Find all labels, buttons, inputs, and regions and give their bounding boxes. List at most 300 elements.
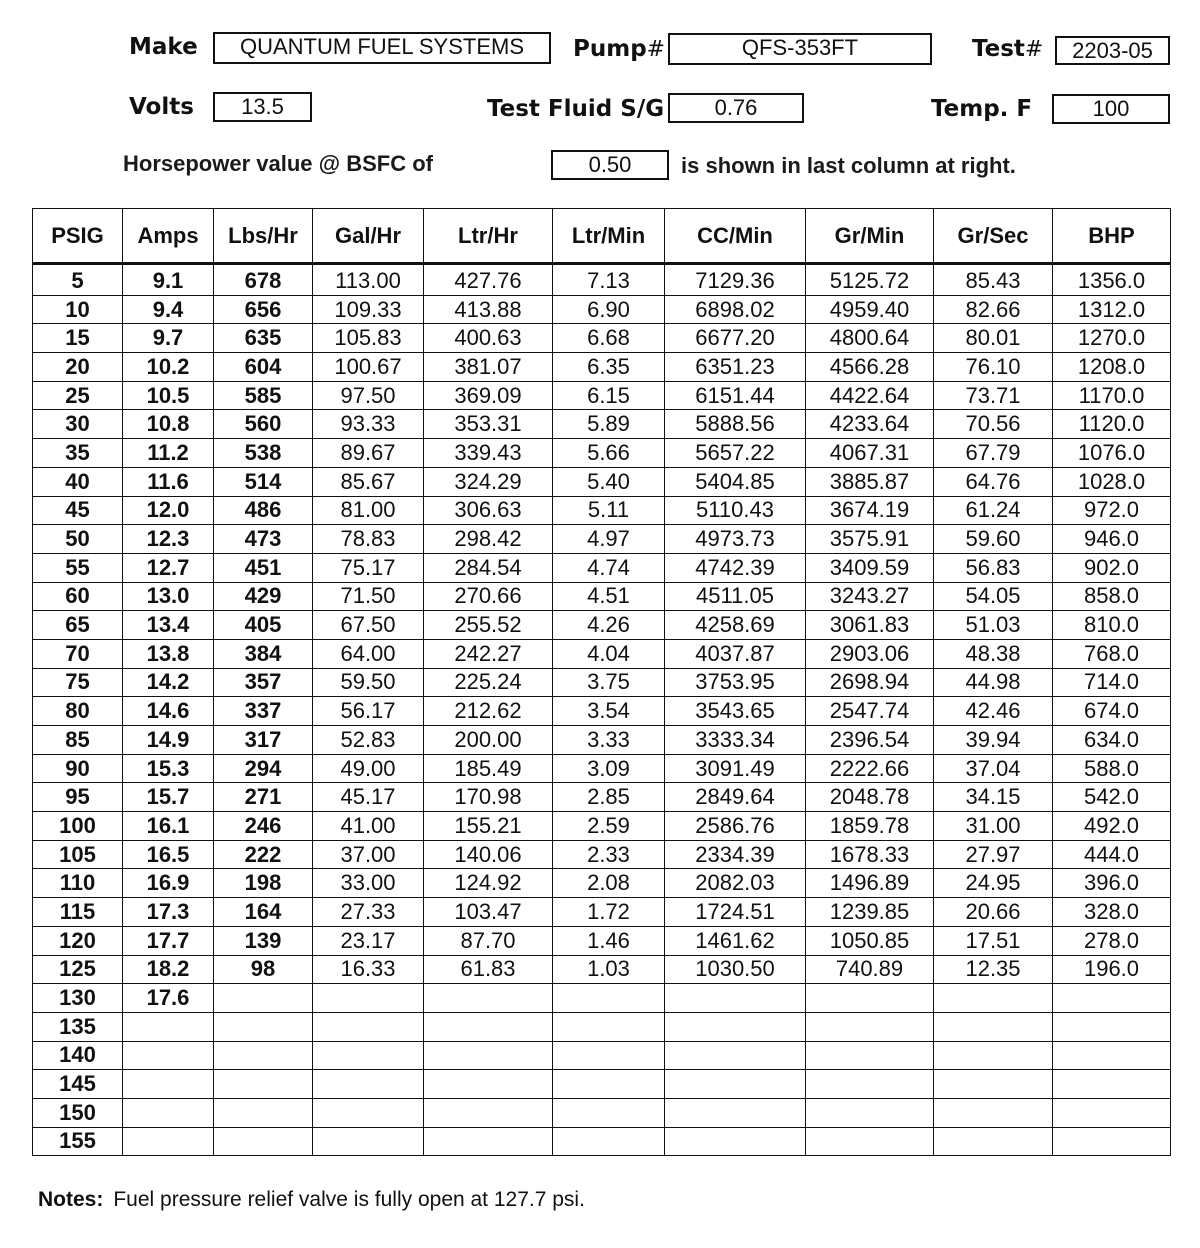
cell-ltr-hr: 61.83	[424, 955, 553, 984]
cell-gr-sec: 59.60	[934, 525, 1053, 554]
cell-gal-hr: 89.67	[313, 439, 424, 468]
column-header-lbs-hr: Lbs/Hr	[214, 209, 313, 264]
cell-bhp: 278.0	[1053, 926, 1171, 955]
cell-cc-min: 6151.44	[665, 381, 806, 410]
cell-psig: 105	[33, 840, 123, 869]
cell-bhp: 196.0	[1053, 955, 1171, 984]
cell-psig: 80	[33, 697, 123, 726]
cell-cc-min: 5657.22	[665, 439, 806, 468]
cell-gal-hr: 105.83	[313, 324, 424, 353]
cell-bhp: 1076.0	[1053, 439, 1171, 468]
cell-cc-min: 3333.34	[665, 726, 806, 755]
cell-gal-hr: 113.00	[313, 264, 424, 296]
cell-gr-min: 5125.72	[806, 264, 934, 296]
cell-cc-min: 4973.73	[665, 525, 806, 554]
cell-ltr-hr: 413.88	[424, 295, 553, 324]
cell-cc-min: 3091.49	[665, 754, 806, 783]
cell-gr-min: 4959.40	[806, 295, 934, 324]
table-row	[33, 984, 1171, 1013]
table-row	[33, 1098, 1171, 1127]
cell-psig: 110	[33, 869, 123, 898]
cell-psig: 40	[33, 467, 123, 496]
cell-psig: 30	[33, 410, 123, 439]
cell-gr-sec	[934, 1012, 1053, 1041]
pump-value-field: QFS-353FT	[668, 33, 932, 65]
cell-gr-min: 3061.83	[806, 611, 934, 640]
cell-gal-hr: 100.67	[313, 353, 424, 382]
fuel-flow-table	[32, 208, 1171, 1156]
pump-label-text: Pump	[573, 36, 647, 62]
cell-cc-min: 2334.39	[665, 840, 806, 869]
bsfc-value-field: 0.50	[551, 150, 669, 180]
cell-cc-min: 2082.03	[665, 869, 806, 898]
cell-ltr-min: 6.35	[553, 353, 665, 382]
cell-gal-hr	[313, 1041, 424, 1070]
cell-lbs-hr: 656	[214, 295, 313, 324]
cell-lbs-hr: 678	[214, 264, 313, 296]
cell-cc-min	[665, 1070, 806, 1099]
cell-bhp: 1170.0	[1053, 381, 1171, 410]
cell-ltr-min: 4.51	[553, 582, 665, 611]
cell-ltr-min: 3.54	[553, 697, 665, 726]
cell-gal-hr: 23.17	[313, 926, 424, 955]
cell-ltr-min: 2.59	[553, 812, 665, 841]
cell-gr-min: 3409.59	[806, 553, 934, 582]
fluid-sg-label: Test Fluid S/G	[487, 96, 665, 122]
cell-gr-sec: 48.38	[934, 639, 1053, 668]
cell-ltr-hr: 381.07	[424, 353, 553, 382]
table-row	[33, 496, 1171, 525]
cell-gr-min: 4800.64	[806, 324, 934, 353]
cell-ltr-min: 3.75	[553, 668, 665, 697]
cell-lbs-hr: 635	[214, 324, 313, 353]
cell-psig: 145	[33, 1070, 123, 1099]
cell-ltr-hr: 212.62	[424, 697, 553, 726]
cell-ltr-hr: 225.24	[424, 668, 553, 697]
cell-gr-sec: 12.35	[934, 955, 1053, 984]
cell-amps: 17.7	[123, 926, 214, 955]
cell-gr-sec: 67.79	[934, 439, 1053, 468]
cell-ltr-min: 5.40	[553, 467, 665, 496]
cell-psig: 25	[33, 381, 123, 410]
cell-gal-hr: 56.17	[313, 697, 424, 726]
cell-gr-min: 2698.94	[806, 668, 934, 697]
cell-gr-sec: 82.66	[934, 295, 1053, 324]
cell-gal-hr: 75.17	[313, 553, 424, 582]
cell-ltr-hr: 306.63	[424, 496, 553, 525]
cell-psig: 95	[33, 783, 123, 812]
notes-text: Fuel pressure relief valve is fully open at 127.7 psi.	[113, 1188, 585, 1211]
cell-cc-min: 7129.36	[665, 264, 806, 296]
cell-psig: 60	[33, 582, 123, 611]
cell-gr-min: 3243.27	[806, 582, 934, 611]
cell-psig: 20	[33, 353, 123, 382]
cell-cc-min: 6677.20	[665, 324, 806, 353]
fluid-sg-value-field: 0.76	[668, 93, 804, 123]
cell-gr-min: 3674.19	[806, 496, 934, 525]
cell-gal-hr: 49.00	[313, 754, 424, 783]
cell-gr-sec: 34.15	[934, 783, 1053, 812]
cell-lbs-hr	[214, 1070, 313, 1099]
cell-bhp: 1208.0	[1053, 353, 1171, 382]
cell-ltr-hr: 284.54	[424, 553, 553, 582]
cell-gr-min: 1239.85	[806, 898, 934, 927]
cell-amps: 15.3	[123, 754, 214, 783]
table-row	[33, 410, 1171, 439]
cell-gr-sec: 51.03	[934, 611, 1053, 640]
cell-bhp: 972.0	[1053, 496, 1171, 525]
cell-cc-min: 4258.69	[665, 611, 806, 640]
cell-amps	[123, 1127, 214, 1156]
cell-bhp: 810.0	[1053, 611, 1171, 640]
cell-amps	[123, 1098, 214, 1127]
cell-gr-min	[806, 1098, 934, 1127]
cell-gr-min: 1496.89	[806, 869, 934, 898]
cell-gal-hr: 16.33	[313, 955, 424, 984]
cell-bhp: 1270.0	[1053, 324, 1171, 353]
table-row	[33, 697, 1171, 726]
cell-ltr-min: 3.09	[553, 754, 665, 783]
cell-psig: 100	[33, 812, 123, 841]
cell-amps	[123, 1012, 214, 1041]
cell-ltr-min: 5.66	[553, 439, 665, 468]
cell-ltr-hr: 155.21	[424, 812, 553, 841]
cell-ltr-hr	[424, 1098, 553, 1127]
notes-label: Notes:	[38, 1188, 104, 1211]
cell-ltr-hr: 170.98	[424, 783, 553, 812]
cell-gal-hr	[313, 1127, 424, 1156]
cell-gal-hr: 67.50	[313, 611, 424, 640]
cell-gr-min	[806, 1012, 934, 1041]
volts-label: Volts	[129, 94, 194, 120]
cell-bhp: 674.0	[1053, 697, 1171, 726]
cell-gr-sec: 85.43	[934, 264, 1053, 296]
cell-amps: 9.7	[123, 324, 214, 353]
cell-gal-hr	[313, 1098, 424, 1127]
cell-amps: 9.4	[123, 295, 214, 324]
column-header-amps: Amps	[123, 209, 214, 264]
cell-ltr-hr: 124.92	[424, 869, 553, 898]
cell-psig: 125	[33, 955, 123, 984]
cell-gr-sec: 54.05	[934, 582, 1053, 611]
cell-ltr-min: 1.03	[553, 955, 665, 984]
cell-gal-hr: 85.67	[313, 467, 424, 496]
cell-ltr-hr: 400.63	[424, 324, 553, 353]
cell-gal-hr: 45.17	[313, 783, 424, 812]
cell-gr-sec	[934, 1098, 1053, 1127]
cell-gr-sec: 27.97	[934, 840, 1053, 869]
cell-amps: 17.6	[123, 984, 214, 1013]
cell-gr-sec: 61.24	[934, 496, 1053, 525]
cell-gr-min: 1859.78	[806, 812, 934, 841]
table-row	[33, 1012, 1171, 1041]
cell-bhp: 492.0	[1053, 812, 1171, 841]
cell-amps: 18.2	[123, 955, 214, 984]
cell-gal-hr	[313, 984, 424, 1013]
table-header-row	[33, 209, 1171, 264]
pump-label	[573, 36, 665, 62]
cell-gr-min: 2048.78	[806, 783, 934, 812]
cell-lbs-hr	[214, 1041, 313, 1070]
cell-bhp: 1356.0	[1053, 264, 1171, 296]
cell-lbs-hr: 473	[214, 525, 313, 554]
cell-gal-hr: 78.83	[313, 525, 424, 554]
cell-amps: 11.2	[123, 439, 214, 468]
hp-prefix-text: Horsepower value @ BSFC of	[123, 151, 433, 176]
cell-gr-min: 2222.66	[806, 754, 934, 783]
cell-psig: 15	[33, 324, 123, 353]
cell-amps: 17.3	[123, 898, 214, 927]
cell-ltr-min: 4.97	[553, 525, 665, 554]
cell-gr-min: 4067.31	[806, 439, 934, 468]
cell-psig: 120	[33, 926, 123, 955]
table-row	[33, 840, 1171, 869]
cell-ltr-min: 4.04	[553, 639, 665, 668]
cell-cc-min: 1724.51	[665, 898, 806, 927]
cell-psig: 70	[33, 639, 123, 668]
column-header-gr-sec: Gr/Sec	[934, 209, 1053, 264]
table-row	[33, 324, 1171, 353]
cell-lbs-hr: 486	[214, 496, 313, 525]
cell-psig: 35	[33, 439, 123, 468]
table-row	[33, 869, 1171, 898]
cell-cc-min: 1030.50	[665, 955, 806, 984]
table-row	[33, 467, 1171, 496]
column-header-gr-min: Gr/Min	[806, 209, 934, 264]
cell-lbs-hr	[214, 984, 313, 1013]
cell-gr-min: 3885.87	[806, 467, 934, 496]
cell-psig: 55	[33, 553, 123, 582]
cell-lbs-hr: 451	[214, 553, 313, 582]
cell-psig: 75	[33, 668, 123, 697]
cell-ltr-min	[553, 1012, 665, 1041]
cell-gr-sec: 24.95	[934, 869, 1053, 898]
cell-gr-sec: 31.00	[934, 812, 1053, 841]
cell-lbs-hr	[214, 1127, 313, 1156]
cell-gal-hr: 81.00	[313, 496, 424, 525]
cell-gal-hr: 71.50	[313, 582, 424, 611]
cell-bhp: 444.0	[1053, 840, 1171, 869]
table-row	[33, 812, 1171, 841]
cell-lbs-hr: 294	[214, 754, 313, 783]
cell-psig: 10	[33, 295, 123, 324]
cell-gr-sec: 73.71	[934, 381, 1053, 410]
cell-gal-hr: 33.00	[313, 869, 424, 898]
cell-ltr-hr: 200.00	[424, 726, 553, 755]
cell-ltr-hr: 369.09	[424, 381, 553, 410]
table-row	[33, 553, 1171, 582]
cell-gal-hr: 37.00	[313, 840, 424, 869]
cell-bhp: 946.0	[1053, 525, 1171, 554]
table-row	[33, 898, 1171, 927]
cell-ltr-min: 5.89	[553, 410, 665, 439]
table-row	[33, 639, 1171, 668]
cell-gr-sec: 20.66	[934, 898, 1053, 927]
cell-lbs-hr: 98	[214, 955, 313, 984]
cell-ltr-hr: 103.47	[424, 898, 553, 927]
cell-bhp: 634.0	[1053, 726, 1171, 755]
cell-amps: 12.7	[123, 553, 214, 582]
cell-ltr-hr: 353.31	[424, 410, 553, 439]
cell-psig: 5	[33, 264, 123, 296]
cell-bhp: 714.0	[1053, 668, 1171, 697]
cell-psig: 140	[33, 1041, 123, 1070]
cell-gr-sec: 37.04	[934, 754, 1053, 783]
cell-gr-sec	[934, 984, 1053, 1013]
cell-cc-min: 5110.43	[665, 496, 806, 525]
cell-gr-sec: 64.76	[934, 467, 1053, 496]
cell-ltr-min: 2.33	[553, 840, 665, 869]
cell-psig: 45	[33, 496, 123, 525]
cell-amps: 13.4	[123, 611, 214, 640]
column-header-gal-hr: Gal/Hr	[313, 209, 424, 264]
cell-gr-sec	[934, 1070, 1053, 1099]
volts-value-field: 13.5	[213, 92, 312, 122]
cell-lbs-hr: 384	[214, 639, 313, 668]
cell-ltr-min	[553, 984, 665, 1013]
table-row	[33, 926, 1171, 955]
cell-bhp	[1053, 1098, 1171, 1127]
cell-ltr-min: 6.90	[553, 295, 665, 324]
cell-amps	[123, 1041, 214, 1070]
cell-gr-min: 740.89	[806, 955, 934, 984]
table-row	[33, 582, 1171, 611]
cell-gr-sec: 39.94	[934, 726, 1053, 755]
cell-psig: 155	[33, 1127, 123, 1156]
cell-ltr-hr: 140.06	[424, 840, 553, 869]
cell-gr-sec: 80.01	[934, 324, 1053, 353]
cell-lbs-hr: 560	[214, 410, 313, 439]
cell-lbs-hr: 317	[214, 726, 313, 755]
cell-cc-min: 6351.23	[665, 353, 806, 382]
cell-amps: 10.8	[123, 410, 214, 439]
column-header-bhp: BHP	[1053, 209, 1171, 264]
cell-ltr-min: 4.74	[553, 553, 665, 582]
cell-gr-sec: 17.51	[934, 926, 1053, 955]
cell-ltr-min: 2.08	[553, 869, 665, 898]
cell-ltr-hr: 242.27	[424, 639, 553, 668]
cell-ltr-min: 2.85	[553, 783, 665, 812]
cell-amps: 11.6	[123, 467, 214, 496]
cell-bhp: 902.0	[1053, 553, 1171, 582]
cell-cc-min: 6898.02	[665, 295, 806, 324]
cell-gr-sec: 44.98	[934, 668, 1053, 697]
cell-gr-min	[806, 984, 934, 1013]
hp-suffix-text: is shown in last column at right.	[681, 153, 1016, 178]
cell-ltr-hr: 427.76	[424, 264, 553, 296]
table-row	[33, 754, 1171, 783]
cell-amps: 10.2	[123, 353, 214, 382]
cell-gr-min: 4233.64	[806, 410, 934, 439]
cell-gal-hr: 52.83	[313, 726, 424, 755]
cell-psig: 85	[33, 726, 123, 755]
make-label: Make	[129, 34, 198, 60]
cell-amps: 14.9	[123, 726, 214, 755]
cell-cc-min: 2586.76	[665, 812, 806, 841]
table-row	[33, 955, 1171, 984]
temp-label: Temp. F	[931, 96, 1033, 122]
cell-bhp	[1053, 1041, 1171, 1070]
cell-gal-hr	[313, 1012, 424, 1041]
cell-bhp	[1053, 1127, 1171, 1156]
pump-hash: #	[646, 37, 666, 62]
column-header-cc-min: CC/Min	[665, 209, 806, 264]
cell-bhp	[1053, 1012, 1171, 1041]
cell-ltr-min: 4.26	[553, 611, 665, 640]
column-header-ltr-min: Ltr/Min	[553, 209, 665, 264]
cell-amps	[123, 1070, 214, 1099]
make-value-field: QUANTUM FUEL SYSTEMS	[213, 32, 551, 64]
cell-psig: 150	[33, 1098, 123, 1127]
cell-gal-hr: 93.33	[313, 410, 424, 439]
test-label-text: Test	[972, 36, 1025, 62]
cell-bhp: 1028.0	[1053, 467, 1171, 496]
cell-amps: 12.3	[123, 525, 214, 554]
cell-gr-min	[806, 1070, 934, 1099]
table-row	[33, 525, 1171, 554]
cell-ltr-hr: 298.42	[424, 525, 553, 554]
cell-ltr-min: 5.11	[553, 496, 665, 525]
cell-gr-min	[806, 1127, 934, 1156]
cell-bhp: 1312.0	[1053, 295, 1171, 324]
column-header-ltr-hr: Ltr/Hr	[424, 209, 553, 264]
table-row	[33, 726, 1171, 755]
cell-ltr-min	[553, 1098, 665, 1127]
table-row	[33, 353, 1171, 382]
cell-ltr-hr	[424, 1041, 553, 1070]
cell-gal-hr: 59.50	[313, 668, 424, 697]
cell-lbs-hr: 139	[214, 926, 313, 955]
table-row	[33, 1070, 1171, 1099]
cell-lbs-hr	[214, 1012, 313, 1041]
cell-bhp: 768.0	[1053, 639, 1171, 668]
cell-lbs-hr: 429	[214, 582, 313, 611]
cell-cc-min: 4037.87	[665, 639, 806, 668]
cell-lbs-hr: 337	[214, 697, 313, 726]
cell-amps: 12.0	[123, 496, 214, 525]
cell-psig: 130	[33, 984, 123, 1013]
cell-ltr-min: 6.15	[553, 381, 665, 410]
cell-amps: 9.1	[123, 264, 214, 296]
table-row	[33, 1041, 1171, 1070]
cell-gal-hr: 64.00	[313, 639, 424, 668]
cell-psig: 115	[33, 898, 123, 927]
column-header-psig: PSIG	[33, 209, 123, 264]
cell-cc-min: 4742.39	[665, 553, 806, 582]
cell-bhp	[1053, 1070, 1171, 1099]
cell-ltr-hr: 185.49	[424, 754, 553, 783]
cell-gr-min	[806, 1041, 934, 1070]
notes	[38, 1188, 585, 1212]
cell-cc-min: 3753.95	[665, 668, 806, 697]
cell-gal-hr	[313, 1070, 424, 1099]
cell-psig: 90	[33, 754, 123, 783]
cell-psig: 50	[33, 525, 123, 554]
cell-gr-min: 2903.06	[806, 639, 934, 668]
cell-ltr-min: 1.46	[553, 926, 665, 955]
cell-ltr-min	[553, 1041, 665, 1070]
cell-lbs-hr: 514	[214, 467, 313, 496]
cell-lbs-hr: 222	[214, 840, 313, 869]
table-body	[33, 264, 1171, 1156]
cell-amps: 16.1	[123, 812, 214, 841]
cell-psig: 135	[33, 1012, 123, 1041]
cell-amps: 10.5	[123, 381, 214, 410]
cell-amps: 16.9	[123, 869, 214, 898]
cell-lbs-hr	[214, 1098, 313, 1127]
cell-lbs-hr: 164	[214, 898, 313, 927]
cell-lbs-hr: 246	[214, 812, 313, 841]
